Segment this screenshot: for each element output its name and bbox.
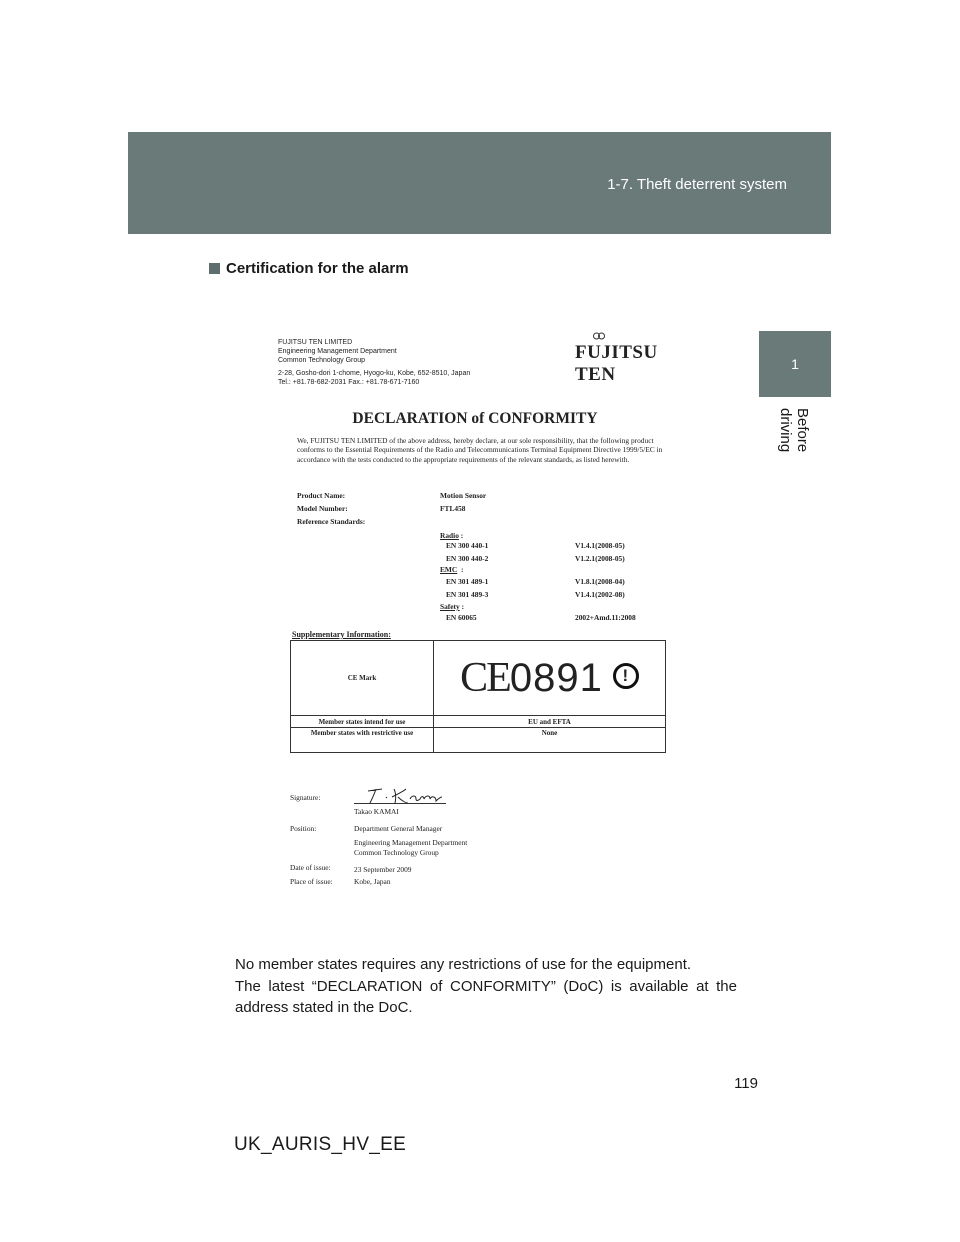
standard-name: EN 60065 [446,613,477,622]
body-paragraph: The latest “DECLARATION of CONFORMITY” (DoC) is available at the address stated in the DoC. [235,978,737,1016]
position-line: Department General Manager [354,824,443,833]
standard-name: EN 301 489-3 [446,590,489,599]
standard-version: 2002+Amd.11:2008 [575,613,636,622]
supplementary-info-table [290,640,666,753]
ce-mark-row [291,641,666,716]
place-of-issue-value: Kobe, Japan [354,877,391,886]
footer-code: UK_AURIS_HV_EE [234,1134,407,1155]
signature-label: Signature: [290,793,321,802]
date-of-issue-value: 23 September 2009 [354,865,412,874]
chapter-title: 1-7. Theft deterrent system [607,176,787,193]
signer-name: Takao KAMAI [354,807,399,816]
sender-line: Common Technology Group [278,357,366,364]
table-row [291,716,666,728]
emc-label: EMC : [440,565,464,574]
declaration-title: DECLARATION of CONFORMITY [352,410,598,427]
product-name-value: Motion Sensor [440,491,487,500]
sender-line: FUJITSU TEN LIMITED [278,339,353,346]
position-label: Position: [290,824,317,833]
ce-symbol: CE [460,655,510,701]
standard-name: EN 301 489-1 [446,577,489,586]
signature-line [354,803,446,804]
company-logo: FUJITSU TEN [575,342,658,385]
standard-version: V1.4.1(2008-05) [575,541,625,550]
standard-version: V1.2.1(2008-05) [575,554,625,563]
model-number-value: FTL458 [440,504,466,513]
member-restrict-label: Member states with restrictive use [291,728,434,753]
declaration-document [270,328,680,918]
ce-mark-graphic [434,641,666,716]
standard-version: V1.4.1(2002-08) [575,590,625,599]
chapter-tab-number: 1 [759,331,831,397]
declaration-intro: We, FUJITSU TEN LIMITED of the above address, hereby declare, at our sole responsibility, that the following product conforms to the Essential Requirements of the Radio and Telecommunications Terminal Equipment Directive 1999/5/EC in accordance with the tests conducted to the appropriate requirements of the relevant standards, as listed herewith. [297,436,663,464]
sender-line: Tel.: +81.78-682-2031 Fax.: +81.78-671-7160 [278,379,420,386]
standard-name: EN 300 440-2 [446,554,489,563]
chapter-tab-label: Before driving [777,408,811,453]
ce-mark-label: CE Mark [291,641,434,716]
date-of-issue-label: Date of issue: [290,863,331,872]
member-restrict-value: None [434,728,666,753]
sender-line: 2-28, Gosho-dori 1-chome, Hyogo-ku, Kobe, 652-8510, Japan [278,370,471,377]
standard-name: EN 300 440-1 [446,541,489,550]
member-intend-value: EU and EFTA [434,716,666,728]
supplementary-info-label: Supplementary Information: [292,630,391,639]
notified-body-number: 0891 [509,656,603,700]
position-line: Common Technology Group [354,848,439,857]
safety-label: Safety : [440,602,465,611]
sender-line: Engineering Management Department [278,348,397,355]
header-band [128,132,831,234]
page-number: 119 [734,1075,758,1092]
position-value [354,824,467,858]
section-heading-text: Certification for the alarm [226,260,409,277]
alert-sign-icon: ! [613,663,639,689]
product-name-label: Product Name: [297,491,346,500]
place-of-issue-label: Place of issue: [290,877,333,886]
sender-address [278,338,470,387]
reference-standards-label: Reference Standards: [297,517,366,526]
square-bullet-icon [209,263,220,274]
member-intend-label: Member states intend for use [291,716,434,728]
model-number-label: Model Number: [297,504,348,513]
standard-version: V1.8.1(2008-04) [575,577,625,586]
body-paragraph: No member states requires any restrictions of use for the equipment. [235,956,692,973]
position-line: Engineering Management Department [354,838,468,847]
radio-label: Radio : [440,531,464,540]
section-heading [209,260,409,277]
table-row [291,728,666,753]
